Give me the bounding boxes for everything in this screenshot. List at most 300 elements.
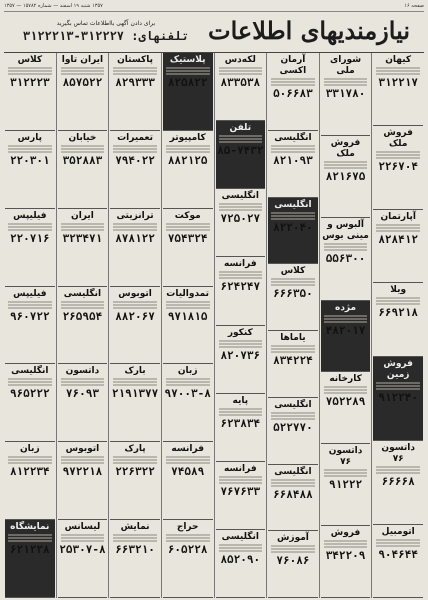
classified-ad xyxy=(58,53,108,131)
ad-title: شورای ملی xyxy=(330,55,362,76)
ad-phone-number: ۶۶۳۲۱۰ xyxy=(115,543,155,557)
ad-text-line xyxy=(113,459,157,461)
ad-phone-number: ۳۵۲۸۸۳ xyxy=(62,153,103,167)
ad-text-line xyxy=(376,300,420,302)
ad-phone-number: ۸۳۳۵۳۸ xyxy=(220,76,261,89)
ad-text-line xyxy=(8,226,52,228)
ad-phone-number: ۷۶۰۹۳ xyxy=(65,387,99,401)
ad-text-line xyxy=(219,271,263,273)
ad-title: خیابان xyxy=(68,132,97,143)
ad-text-line xyxy=(376,154,420,156)
ad-title: آلبوس و مینی بوس xyxy=(322,220,369,242)
ad-title: ویلا xyxy=(390,285,407,296)
ad-text-line xyxy=(61,456,105,458)
ad-title: مژده xyxy=(335,302,357,313)
ad-text-line xyxy=(271,218,315,220)
classified-ad xyxy=(216,53,266,121)
ad-text-line xyxy=(376,539,420,541)
ad-title: پلاستیک xyxy=(169,55,206,65)
ad-phone-number: ۶۰۵۲۲۸ xyxy=(167,543,208,557)
ad-column xyxy=(319,53,372,598)
ad-text-line xyxy=(113,67,157,69)
ad-phone-number: ۳۳۱۷۸۰ xyxy=(325,87,366,100)
ad-text-line xyxy=(219,414,263,416)
ad-text-line xyxy=(376,67,420,69)
ad-text-line xyxy=(8,73,52,75)
ad-text-line xyxy=(8,148,52,150)
ad-phone-number: ۶۶۶۶۸ xyxy=(381,474,415,488)
ad-title: کیهان xyxy=(385,55,412,65)
ad-phone-number: ۶۲۱۲۲۸ xyxy=(9,543,50,557)
classified-ad xyxy=(321,301,371,373)
ad-text-line xyxy=(113,307,157,309)
ad-text-line xyxy=(113,381,157,383)
ad-text-line xyxy=(271,351,315,353)
ad-title: انگلیسی xyxy=(11,366,49,377)
ad-column xyxy=(266,53,319,598)
ad-phone-number: ۶۶۹۲۱۸ xyxy=(378,306,419,320)
ad-title: زبان xyxy=(20,444,40,455)
ad-text-line xyxy=(61,73,105,75)
ad-text-line xyxy=(8,223,52,225)
ad-text-line xyxy=(324,315,368,317)
ad-title: کلاس xyxy=(17,55,43,65)
ad-text-line xyxy=(8,537,52,539)
ad-phone-number: ۷۲۵۰۲۷ xyxy=(220,212,261,226)
classified-ad xyxy=(5,442,55,520)
ad-phone-number: ۸۲۹۳۳۳ xyxy=(115,76,155,89)
ad-text-line xyxy=(166,537,210,539)
ad-text-line xyxy=(376,303,420,305)
ad-column xyxy=(108,53,161,598)
classified-ad xyxy=(163,442,213,520)
ad-title: آرمان اکسی xyxy=(279,55,307,76)
ad-text-line xyxy=(113,540,157,542)
classified-ad xyxy=(110,53,160,131)
ad-phone-number: ۸۵-۷۴۳۲ xyxy=(217,144,264,158)
ad-title: موکت xyxy=(174,210,201,221)
ad-phone-number: ۸۲۵۸۲۲ xyxy=(167,76,208,89)
ad-title: کامپیوتر xyxy=(169,132,206,143)
ad-text-line xyxy=(376,157,420,159)
promo-line: برای دادن آگهی بااطلاعات تماس بگیرید xyxy=(56,19,156,27)
ad-phone-number: ۸۲۱۶۷۵ xyxy=(325,169,366,183)
classified-ad xyxy=(110,520,160,598)
ad-text-line xyxy=(113,223,157,225)
ad-phone-number: ۷۵۲۲۸۹ xyxy=(325,395,366,409)
classified-ad xyxy=(373,283,423,356)
ad-text-line xyxy=(271,84,315,86)
ad-text-line xyxy=(113,462,157,464)
ad-text-line xyxy=(61,229,105,231)
ad-phone-number: ۷۴۵۸۹ xyxy=(171,465,205,479)
ad-phone-number: ۹۶۵۲۲۲ xyxy=(9,387,50,401)
classified-ad xyxy=(321,218,371,301)
ad-text-line xyxy=(271,485,315,487)
ad-text-line xyxy=(324,475,368,477)
ad-column xyxy=(214,53,267,598)
ad-text-line xyxy=(324,469,368,471)
ad-phone-number: ۹۱۲۲۴۰ xyxy=(378,390,419,404)
ad-phone-number: ۹۰۴۶۴۴ xyxy=(378,547,419,561)
ad-text-line xyxy=(61,301,105,303)
ad-text-line xyxy=(166,459,210,461)
ad-phone-number: ۳۱۲۲۲۳ xyxy=(9,76,50,89)
ad-text-line xyxy=(166,70,210,72)
classified-ad xyxy=(216,189,266,257)
ad-phone-number: ۶۶۶۳۵۰ xyxy=(273,287,313,301)
ad-text-line xyxy=(271,348,315,350)
promo-box xyxy=(4,19,208,44)
ad-text-line xyxy=(271,81,315,83)
ad-text-line xyxy=(166,456,210,458)
ad-phone-number: ۹۷۲۲۱۸ xyxy=(62,465,103,479)
ad-phone-number: ۲۵۳۰۷-۸ xyxy=(59,543,106,557)
ad-phone-number: ۷۶۰۸۶ xyxy=(276,554,310,568)
classified-ad xyxy=(110,287,160,365)
dateline: ۱۳۵۷ شنبه ۱۹ اسفند — شماره ۱۵۷۸۲ — ۱۳۵۷ xyxy=(4,3,103,9)
ad-text-line xyxy=(376,73,420,75)
ad-text-line xyxy=(61,226,105,228)
ad-text-line xyxy=(8,459,52,461)
ad-text-line xyxy=(324,246,368,248)
classified-ad xyxy=(268,198,318,265)
ad-text-line xyxy=(61,151,105,153)
ad-title: انگلیسی xyxy=(274,399,312,410)
ad-text-line xyxy=(8,381,52,383)
ad-text-line xyxy=(8,307,52,309)
ad-text-line xyxy=(113,301,157,303)
ad-text-line xyxy=(324,540,368,542)
classified-ad xyxy=(373,525,423,598)
ad-text-line xyxy=(113,534,157,536)
ad-text-line xyxy=(219,476,263,478)
ad-title: پایه xyxy=(232,395,249,406)
classified-ad xyxy=(5,287,55,365)
classified-ad xyxy=(373,357,423,441)
ad-title: کنکور xyxy=(227,327,253,338)
ad-text-line xyxy=(113,378,157,380)
ad-title: فروش xyxy=(330,528,361,539)
ad-text-line xyxy=(8,378,52,380)
ad-phone-number: ۳۴۲۲۰۹ xyxy=(325,549,366,563)
ad-text-line xyxy=(219,346,263,348)
ad-text-line xyxy=(61,223,105,225)
ad-text-line xyxy=(61,378,105,380)
ad-phone-number: ۲۶۵۹۵۴ xyxy=(62,309,103,323)
ad-title: اتوبوس xyxy=(118,288,152,299)
ad-text-line xyxy=(324,167,368,169)
ad-text-line xyxy=(113,537,157,539)
ad-phone-number: ۴۸۲۰۱۷ xyxy=(325,323,366,337)
ad-text-line xyxy=(61,304,105,306)
ad-text-line xyxy=(376,230,420,232)
classified-ad xyxy=(321,444,371,527)
classified-ad xyxy=(373,126,423,210)
ad-text-line xyxy=(113,148,157,150)
ad-title: اتوبوس xyxy=(65,444,100,455)
ad-text-line xyxy=(271,145,315,147)
ad-title: کلاس xyxy=(280,266,306,277)
ad-title: انگلیسی xyxy=(274,199,312,210)
classified-ad xyxy=(58,520,108,598)
ad-text-line xyxy=(219,141,263,143)
ad-text-line xyxy=(271,479,315,481)
ad-text-line xyxy=(219,135,263,137)
ad-text-line xyxy=(166,223,210,225)
ad-phone-number: ۲۱۹۱۳۷۷ xyxy=(111,387,159,401)
ad-phone-number: ۸۵۷۵۲۲ xyxy=(62,76,103,89)
classified-ad xyxy=(5,520,55,598)
ad-text-line xyxy=(324,78,368,80)
ad-text-line xyxy=(271,345,315,347)
ad-text-line xyxy=(219,544,263,546)
ad-title: آموزش xyxy=(276,533,309,544)
ad-text-line xyxy=(61,384,105,386)
ad-text-line xyxy=(376,542,420,544)
ad-text-line xyxy=(166,540,210,542)
ad-title: پارس xyxy=(17,132,42,143)
ad-text-line xyxy=(271,548,315,550)
ad-text-line xyxy=(324,543,368,545)
ad-phone-number: ۷۶۷۶۳۳ xyxy=(220,484,261,498)
ad-text-line xyxy=(8,229,52,231)
ad-text-line xyxy=(61,540,105,542)
ad-text-line xyxy=(8,304,52,306)
ad-phone-number: ۸۱۲۲۳۴ xyxy=(9,465,50,479)
classified-ad xyxy=(373,441,423,525)
ad-text-line xyxy=(271,78,315,80)
ad-text-line xyxy=(219,482,263,484)
ad-text-line xyxy=(271,415,315,417)
ad-text-line xyxy=(271,281,315,283)
ad-title: داتسون xyxy=(65,366,100,377)
ad-text-line xyxy=(376,382,420,384)
ad-text-line xyxy=(376,227,420,229)
ad-text-line xyxy=(219,209,263,211)
ad-text-line xyxy=(61,307,105,309)
ad-text-line xyxy=(8,462,52,464)
ad-text-line xyxy=(324,164,368,166)
ad-phone-number: ۵۲۲۷۷۰ xyxy=(273,420,313,434)
classified-ad xyxy=(5,209,55,287)
ad-text-line xyxy=(219,340,263,342)
ad-title: فروش زمین xyxy=(383,358,413,380)
ad-text-line xyxy=(166,151,210,153)
ad-phone-number: ۸۸۲۱۲۵ xyxy=(167,153,208,167)
ad-text-line xyxy=(166,73,210,75)
classified-ad xyxy=(268,531,318,598)
classified-ad xyxy=(58,287,108,365)
ad-text-line xyxy=(8,145,52,147)
ad-phone-number: ۳۱۲۲۱۷ xyxy=(378,76,419,89)
ad-text-line xyxy=(166,229,210,231)
ad-title: تعمیرات xyxy=(117,132,154,143)
ad-text-line xyxy=(8,70,52,72)
ad-title: زبان xyxy=(177,366,198,377)
ad-title: لیسانس xyxy=(64,522,101,533)
ad-text-line xyxy=(271,482,315,484)
ad-title: انگلیسی xyxy=(221,191,259,202)
ad-text-line xyxy=(219,411,263,413)
classified-ad xyxy=(5,131,55,209)
ad-title: فروش ملک xyxy=(383,128,413,150)
ad-text-line xyxy=(376,466,420,468)
ad-phone-number: ۶۲۴۲۴۷ xyxy=(220,280,261,294)
classified-ad xyxy=(163,520,213,598)
classified-ad xyxy=(163,287,213,365)
ad-title: فیلیپس xyxy=(13,288,47,299)
ad-title: یاماها xyxy=(280,333,306,343)
classified-ad xyxy=(110,131,160,209)
ad-column xyxy=(161,53,214,598)
ad-title: فروش ملک xyxy=(330,137,361,159)
ad-text-line xyxy=(8,301,52,303)
ad-text-line xyxy=(271,551,315,553)
ad-text-line xyxy=(324,321,368,323)
ad-title: پاکستان xyxy=(117,55,153,65)
ad-text-line xyxy=(8,384,52,386)
ad-phone-number: ۹۱۲۲۲ xyxy=(329,477,363,491)
ad-text-line xyxy=(8,534,52,536)
classified-ad xyxy=(321,136,371,219)
ad-phone-number: ۲۲۶۷۰۴ xyxy=(378,160,419,174)
ad-text-line xyxy=(376,469,420,471)
ad-phone-number: ۳۲۳۴۷۱ xyxy=(62,231,103,245)
ad-text-line xyxy=(324,389,368,391)
classified-ad xyxy=(110,364,160,442)
ad-text-line xyxy=(8,151,52,153)
ad-text-line xyxy=(166,304,210,306)
ad-phone-number: ۸۲۰۷۳۶ xyxy=(220,348,261,362)
ad-text-line xyxy=(376,151,420,153)
ad-text-line xyxy=(271,215,315,217)
ad-text-line xyxy=(113,229,157,231)
ad-columns xyxy=(4,52,424,598)
ad-phone-number: ۸۲۱۰۹۳ xyxy=(273,153,313,167)
ad-text-line xyxy=(219,67,263,69)
ad-phone-number: ۵۵۶۳۰۰ xyxy=(325,252,366,266)
ad-text-line xyxy=(219,343,263,345)
page-topline xyxy=(4,2,424,12)
ad-phone-number: ۵۰۶۶۸۳ xyxy=(273,87,313,100)
ad-phone-number: ۷۵۴۳۲۴ xyxy=(167,231,208,245)
ad-title: ایران تاوا xyxy=(61,55,104,65)
ad-phone-number: ۲۲۶۳۲۲ xyxy=(115,465,155,479)
ad-text-line xyxy=(324,81,368,83)
classified-ad xyxy=(163,364,213,442)
ad-title: آپارتمان xyxy=(380,212,416,223)
ad-text-line xyxy=(61,145,105,147)
ad-title: داتسون ۷۶ xyxy=(328,445,363,467)
ad-text-line xyxy=(271,412,315,414)
ad-phone-number: ۶۲۳۸۳۴ xyxy=(220,416,261,430)
ad-text-line xyxy=(166,148,210,150)
ad-text-line xyxy=(376,388,420,390)
ad-text-line xyxy=(324,243,368,245)
ad-phone-number: ۶۶۸۴۸۸ xyxy=(273,487,313,501)
ad-text-line xyxy=(8,67,52,69)
ad-title: انگلیسی xyxy=(274,466,312,477)
classified-ad xyxy=(110,209,160,287)
ad-phone-number: ۸۳۴۲۲۴ xyxy=(273,354,313,367)
ad-title: کارخانه xyxy=(329,374,362,385)
ad-text-line xyxy=(166,462,210,464)
ad-text-line xyxy=(219,274,263,276)
page-label: صفحه ۱۶ xyxy=(404,3,424,9)
ad-column xyxy=(56,53,109,598)
ad-text-line xyxy=(376,545,420,547)
ad-text-line xyxy=(219,408,263,410)
classified-ad xyxy=(58,442,108,520)
ad-title: انگلیسی xyxy=(63,288,102,299)
ad-column xyxy=(371,53,424,598)
ad-text-line xyxy=(113,384,157,386)
ad-text-line xyxy=(61,537,105,539)
ad-text-line xyxy=(376,472,420,474)
ad-text-line xyxy=(166,384,210,386)
masthead xyxy=(4,12,424,50)
classified-ad xyxy=(321,372,371,444)
ad-text-line xyxy=(324,84,368,86)
classified-ad xyxy=(373,210,423,283)
ad-text-line xyxy=(324,546,368,548)
ad-text-line xyxy=(166,226,210,228)
ad-text-line xyxy=(324,318,368,320)
ad-text-line xyxy=(61,381,105,383)
ad-text-line xyxy=(271,545,315,547)
classified-ad xyxy=(163,131,213,209)
ad-text-line xyxy=(324,392,368,394)
classified-ad xyxy=(373,53,423,126)
ad-text-line xyxy=(271,151,315,153)
ad-phone-number: ۹۷۰۰۳-۸ xyxy=(164,387,211,401)
ad-text-line xyxy=(219,70,263,72)
ad-phone-number: ۹۶۰۷۲۲ xyxy=(9,309,50,323)
ad-title: فرانسه xyxy=(171,444,204,455)
classified-ad xyxy=(58,131,108,209)
ad-title: انگلیسی xyxy=(274,132,312,143)
ad-title: لکه‌دس xyxy=(224,55,256,65)
ad-text-line xyxy=(219,547,263,549)
classified-ad xyxy=(268,331,318,398)
classified-ad xyxy=(110,442,160,520)
ad-phone-number: ۸۲۸۴۱۲ xyxy=(378,233,419,247)
classified-ad xyxy=(268,264,318,331)
classified-ad xyxy=(216,394,266,462)
ad-title: پارک xyxy=(124,444,146,455)
classified-ad xyxy=(321,53,371,136)
ad-title: بارک xyxy=(124,366,146,377)
ad-text-line xyxy=(219,138,263,140)
ad-phone-number: ۷۹۴۰۲۲ xyxy=(115,153,155,167)
ad-title: تمدوالیات xyxy=(166,288,210,299)
classified-ad xyxy=(216,257,266,325)
ad-text-line xyxy=(8,540,52,542)
ad-text-line xyxy=(8,456,52,458)
ad-phone-number: ۲۲۰۳۰۱ xyxy=(9,153,50,167)
classified-ad xyxy=(268,53,318,131)
ad-text-line xyxy=(166,378,210,380)
ad-text-line xyxy=(324,249,368,251)
ad-text-line xyxy=(324,386,368,388)
ad-phone-number: ۹۷۱۸۱۵ xyxy=(167,309,208,323)
ad-text-line xyxy=(166,534,210,536)
ad-title: ترانزیتی xyxy=(116,210,154,221)
ad-phone-number: ۸۲۲۰۴۰ xyxy=(273,220,313,234)
ad-text-line xyxy=(219,203,263,205)
phones-label: تلفنهای: xyxy=(131,28,190,43)
